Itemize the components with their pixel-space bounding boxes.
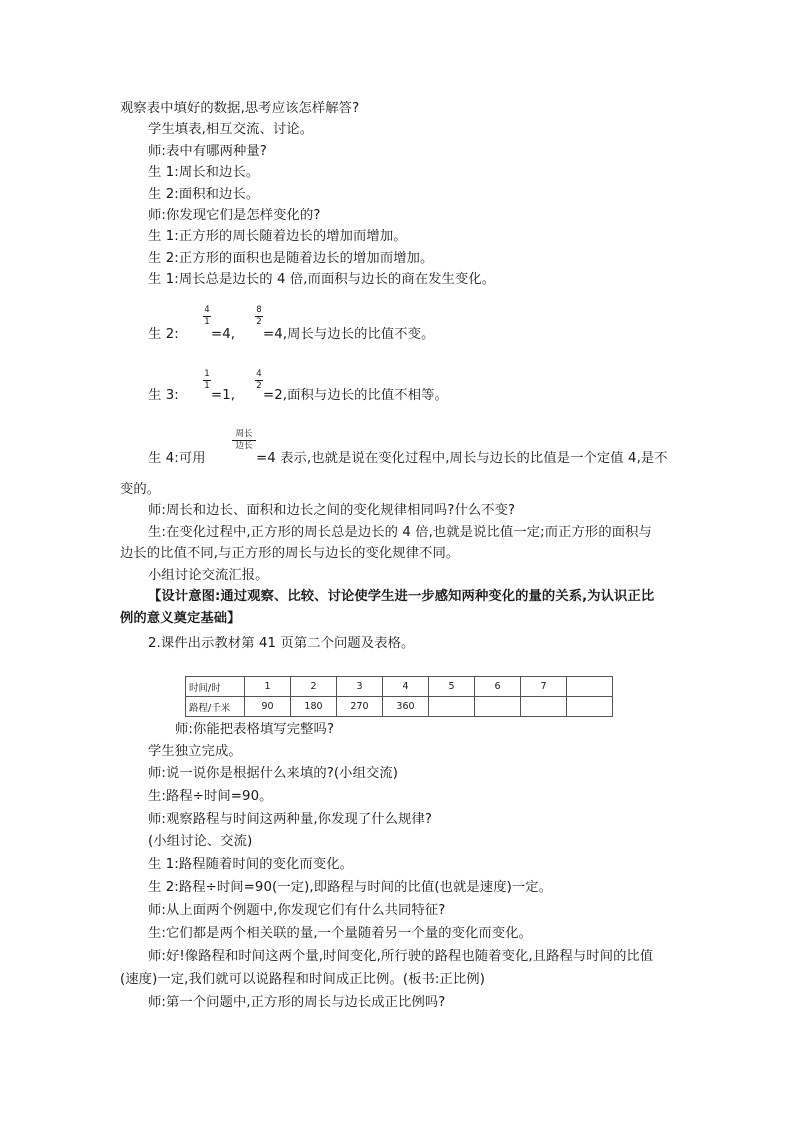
text-line: 生:它们都是两个相关联的量,一个量随着另一个量的变化而变化。 (148, 926, 533, 941)
text-line: 师:你能把表格填写完整吗? (175, 722, 335, 737)
text-line: 生 2:路程÷时间=90(一定),即路程与时间的比值(也就是速度)一定。 (148, 880, 553, 895)
text-line: 边长的比值不同,与正方形的周长与边长的变化规律不同。 (120, 546, 460, 561)
text-line: 生 2:面积和边长。 (148, 187, 260, 202)
time-distance-table (185, 676, 613, 717)
text-line: 生 1:正方形的周长随着边长的增加而增加。 (148, 229, 407, 244)
text-line: (小组讨论、交流) (148, 834, 253, 849)
table-cell (567, 697, 613, 717)
design-intent: 【设计意图:通过观察、比较、讨论使学生进一步感知两种变化的量的关系,为认识正比 (148, 589, 655, 604)
table-row (186, 677, 613, 697)
text-line: 师:好!像路程和时间这两个量,时间变化,所行驶的路程也随着变化,且路程与时间的比值 (148, 949, 654, 964)
fraction-denominator: 2 (256, 381, 262, 391)
text-line: 生 2:正方形的面积也是随着边长的增加而增加。 (148, 251, 434, 266)
fraction-numerator: 周长 (235, 429, 253, 439)
fraction-denominator: 边长 (235, 441, 253, 451)
equation-text: =4, (211, 327, 236, 342)
fraction-numerator: 8 (256, 305, 262, 315)
text-line: 生 1:周长总是边长的 4 倍,而面积与边长的商在发生变化。 (148, 272, 496, 287)
equation-text: =4,周长与边长的比值不变。 (263, 327, 435, 342)
table-cell (429, 697, 475, 717)
student-4-prefix: 生 4:可用 (148, 451, 206, 466)
table-cell: 1 (245, 677, 291, 697)
table-cell: 时间/时 (186, 677, 245, 697)
table-cell: 270 (337, 697, 383, 717)
table-cell (475, 697, 521, 717)
fraction (255, 306, 263, 327)
fraction-denominator: 1 (204, 317, 210, 327)
fraction (203, 370, 211, 391)
text-line: 小组讨论交流汇报。 (148, 568, 269, 583)
text-line: 师:说一说你是根据什么来填的?(小组交流) (148, 766, 399, 781)
table-cell (567, 677, 613, 697)
table-cell: 6 (475, 677, 521, 697)
table-cell: 90 (245, 697, 291, 717)
text-line: 学生独立完成。 (148, 744, 242, 759)
table-cell: 180 (291, 697, 337, 717)
table-cell: 360 (383, 697, 429, 717)
table-cell: 2 (291, 677, 337, 697)
table-cell: 4 (383, 677, 429, 697)
fraction-numerator: 1 (204, 369, 210, 379)
student-2-prefix: 生 2: (148, 327, 179, 342)
text-line: 师:你发现它们是怎样变化的? (148, 208, 321, 223)
text-line: 生 1:周长和边长。 (148, 165, 260, 180)
table-cell: 3 (337, 677, 383, 697)
text-line: 师:观察路程与时间这两种量,你发现了什么规律? (148, 812, 433, 827)
text-line: 观察表中填好的数据,思考应该怎样解答? (120, 101, 360, 116)
equation-text: =1, (211, 388, 236, 403)
text-line: 生:在变化过程中,正方形的周长总是边长的 4 倍,也就是说比值一定;而正方形的面积与 (148, 525, 652, 540)
table-cell (521, 697, 567, 717)
student-3-prefix: 生 3: (148, 388, 179, 403)
text-line: 师:第一个问题中,正方形的周长与边长成正比例吗? (148, 995, 446, 1010)
equation-text: =4 表示,也就是说在变化过程中,周长与边长的比值是一个定值 4,是不 (256, 451, 668, 466)
text-line: 生 1:路程随着时间的变化而变化。 (148, 857, 354, 872)
design-intent: 例的意义奠定基础】 (120, 611, 241, 626)
text-line: 2.课件出示教材第 41 页第二个问题及表格。 (148, 636, 415, 651)
fraction-numerator: 4 (256, 369, 262, 379)
text-line: 生:路程÷时间=90。 (148, 789, 273, 804)
table-cell: 路程/千米 (186, 697, 245, 717)
fraction (232, 430, 256, 451)
text-line: (速度)一定,我们就可以说路程和时间成正比例。(板书:正比例) (120, 972, 485, 987)
fraction-denominator: 1 (204, 381, 210, 391)
text-line: 学生填表,相互交流、讨论。 (148, 122, 314, 137)
equation-text: =2,面积与边长的比值不相等。 (263, 388, 448, 403)
text-line: 师:从上面两个例题中,你发现它们有什么共同特征? (148, 903, 446, 918)
table-row (186, 697, 613, 717)
table-cell: 5 (429, 677, 475, 697)
text-line: 师:周长和边长、面积和边长之间的变化规律相同吗?什么不变? (148, 503, 516, 518)
fraction-numerator: 4 (204, 305, 210, 315)
text-line: 师:表中有哪两种量? (148, 144, 267, 159)
fraction (203, 306, 211, 327)
fraction-denominator: 2 (256, 317, 262, 327)
fraction (255, 370, 263, 391)
table-cell: 7 (521, 677, 567, 697)
text-line: 变的。 (120, 482, 161, 497)
